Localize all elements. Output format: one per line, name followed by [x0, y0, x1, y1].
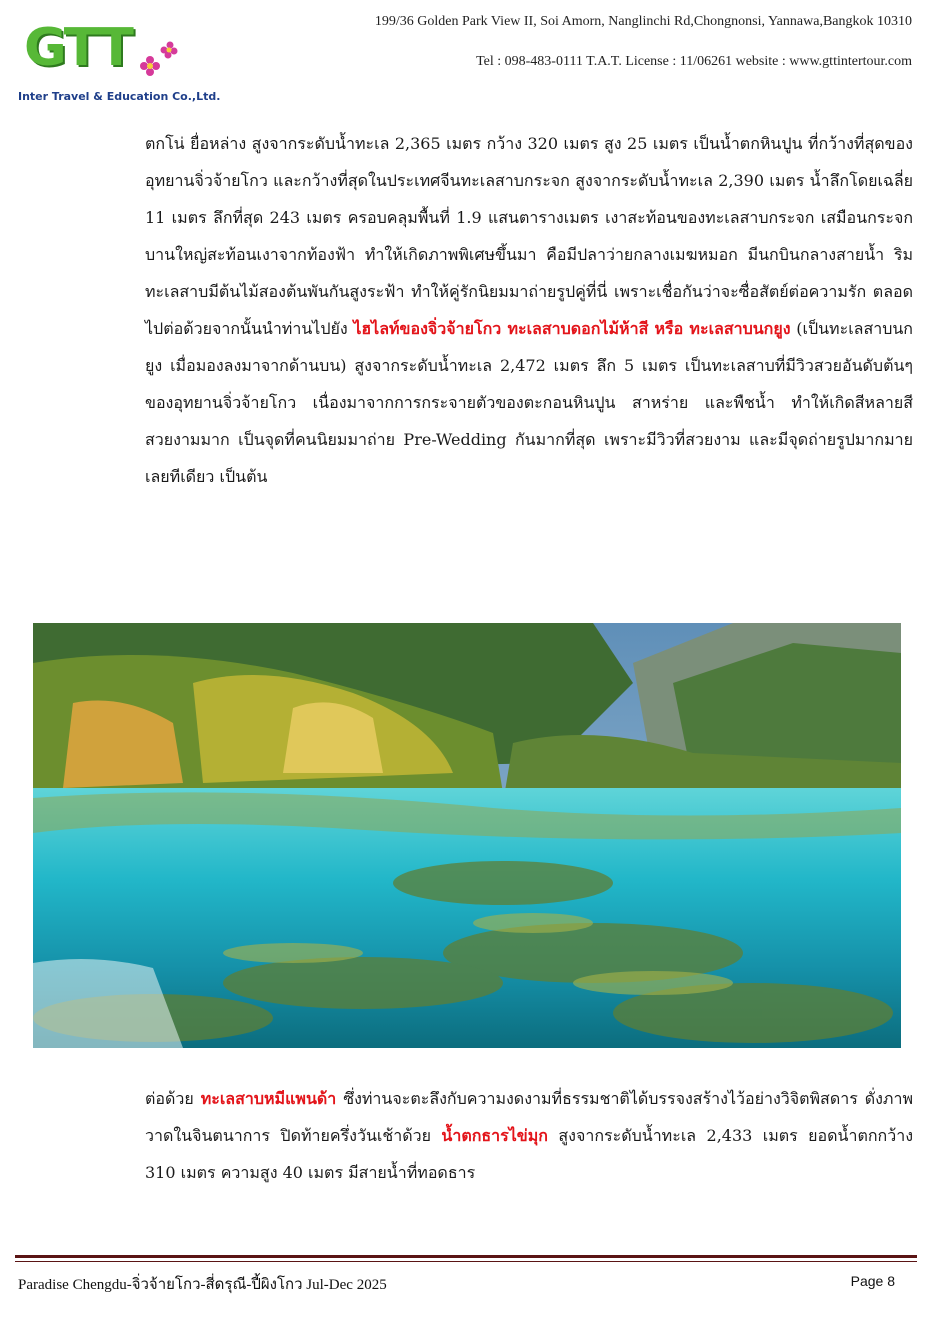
logo-wordmark: GTT	[24, 18, 132, 78]
company-address: 199/36 Golden Park View II, Soi Amorn, Nanglinchi Rd,Chongnonsi, Yannawa,Bangkok 10310	[374, 14, 912, 29]
paragraph-lakes	[145, 125, 913, 495]
five-flower-lake-photo	[33, 623, 901, 1048]
highlight-pearl-shoal-waterfall: น้ำตกธารไข่มุก	[441, 1126, 548, 1145]
highlight-panda-lake: ทะเลสาบหมีแพนด้า	[200, 1089, 337, 1108]
logo-subtitle: Inter Travel & Education Co.,Ltd.	[18, 90, 221, 103]
paragraph-text: ต่อด้วย	[145, 1089, 201, 1108]
paragraph-panda-lake	[145, 1080, 913, 1191]
company-contact: Tel : 098-483-0111 T.A.T. License : 11/06261 website : www.gttintertour.com	[476, 54, 912, 69]
paragraph-text: (เป็นทะเลสาบนกยูง เมื่อมองลงมาจากด้านบน) สูงจากระดับน้ำทะเล 2,472 เมตร ลึก 5 เมตร เป็นทะเลสาบที่มีวิวสวยอันดับต้นๆ ของอุทยานจิ่วจ้ายโกว เนื่องมาจากการกระจายตัวของตะกอนหินปูน สาหร่าย และพืชน้ำ ทำให้เกิดสีหลายสีสวยงามมาก เป็นจุดที่คนนิยมมาถ่าย Pre-Wedding กันมากที่สุด เพราะมีวิวที่สวยงาม และมีจุดถ่ายรูปมากมายเลยทีเดียว เป็นต้น	[145, 319, 913, 486]
footer-divider-thin	[15, 1261, 917, 1262]
flower-icon	[130, 36, 180, 86]
highlight-five-flower-lake: ไฮไลท์ของจิ่วจ้ายโกว ทะเลสาบดอกไม้ห้าสี หรือ ทะเลสาบนกยูง	[353, 319, 791, 338]
company-logo	[18, 18, 221, 113]
footer-program-title: Paradise Chengdu-จิ่วจ้ายโกว-สี่ดรุณี-ปี้ผิงโกว Jul-Dec 2025	[18, 1277, 387, 1293]
footer-divider	[15, 1255, 917, 1258]
page-number: Page 8	[850, 1273, 895, 1289]
page-header	[0, 0, 950, 120]
paragraph-text: ตกโน่ ยื่อหล่าง สูงจากระดับน้ำทะเล 2,365 เมตร กว้าง 320 เมตร สูง 25 เมตร เป็นน้ำตกหินปูน ที่กว้างที่สุดของอุทยานจิ่วจ้ายโกว และกว้างที่สุดในประเทศจีนทะเลสาบกระจก สูงจากระดับน้ำทะเล 2,390 เมตร น้ำลึกโดยเฉลี่ย 11 เมตร ลึกที่สุด 243 เมตร ครอบคลุมพื้นที่ 1.9 แสนตารางเมตร เงาสะท้อนของทะเลสาบกระจก เสมือนกระจกบานใหญ่สะท้อนเงาจากท้องฟ้า ทำให้เกิดภาพพิเศษขึ้นมา คือมีปลาว่ายกลางเมฆหมอก มีนกบินกลางสายน้ำ ริมทะเลสาบมีต้นไม้สองต้นพันกันสูงระฟ้า ทำให้คู่รักนิยมมาถ่ายรูปคู่ที่นี่ เพราะเชื่อกันว่าจะซื่อสัตย์ต่อความรัก ตลอดไปต่อด้วยจากนั้นนำท่านไปยัง	[145, 134, 913, 338]
paragraph-text: ซึ่งท่านจะตะลึงกับความงดงามที่ธรรมชาติได้บรรจงสร้างไว้อย่างวิจิตพิสดาร ดั่งภาพวาดในจินตนาการ ปิดท้ายครึ่งวันเช้าด้วย	[145, 1089, 913, 1145]
paragraph-text: สูงจากระดับน้ำทะเล 2,433 เมตร ยอดน้ำตกกว้าง 310 เมตร ความสูง 40 เมตร มีสายน้ำที่ทอดธาร	[145, 1126, 914, 1182]
